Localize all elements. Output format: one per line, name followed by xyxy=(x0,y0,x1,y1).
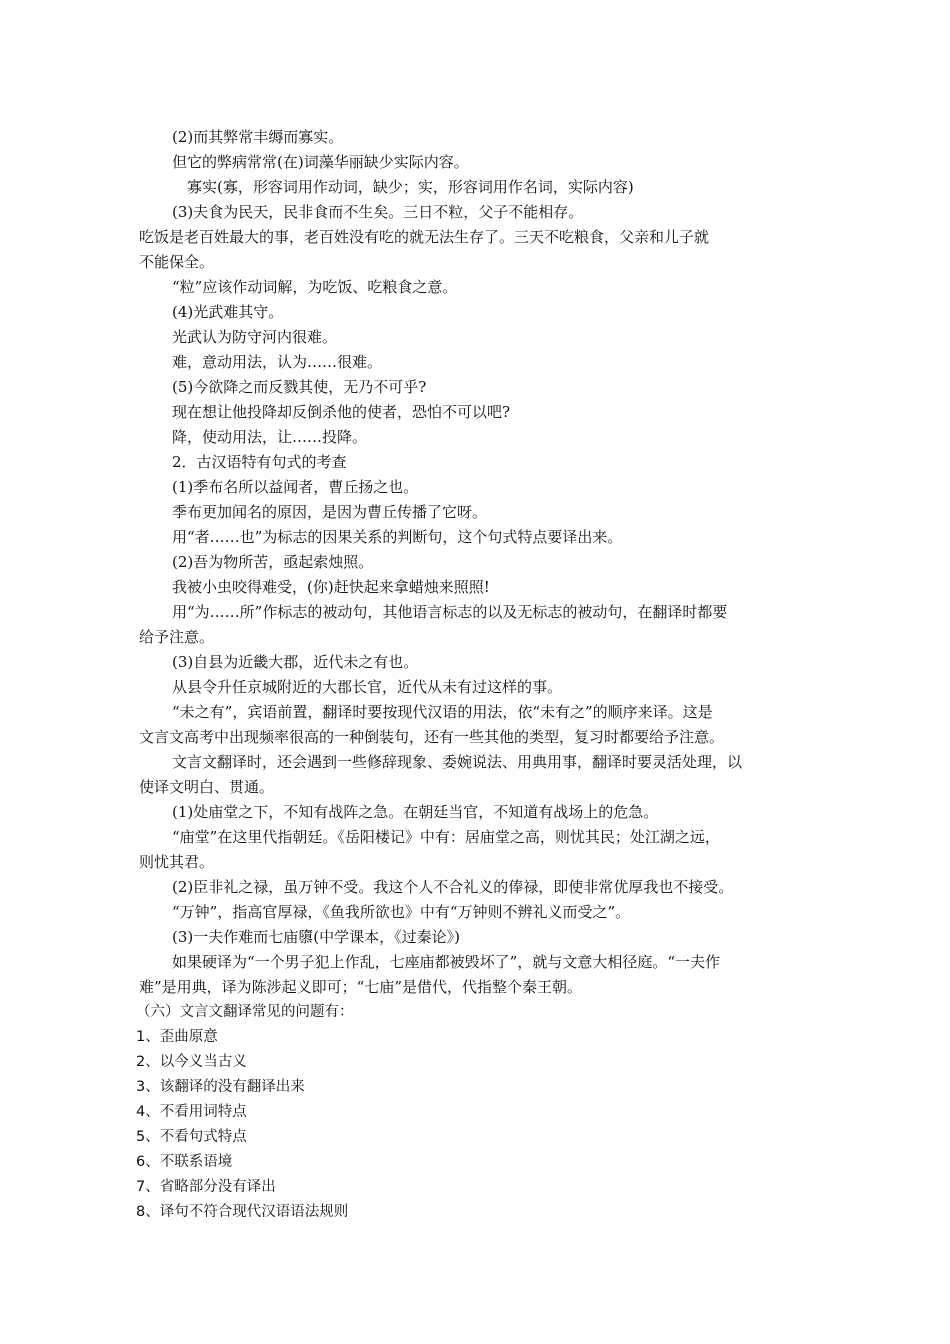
text-line: (4)光武难其守。 xyxy=(172,303,284,321)
text-line: 使译文明白、贯通。 xyxy=(139,778,275,796)
text-line: 我被小虫咬得难受，(你)赶快起来拿蜡烛来照照! xyxy=(172,578,490,596)
text-line: 但它的弊病常常(在)词藻华丽缺少实际内容。 xyxy=(172,153,469,171)
text-line: “庙堂”在这里代指朝廷。《岳阳楼记》中有：居庙堂之高，则忧其民；处江湖之远， xyxy=(172,828,720,846)
text-line: (3)自县为近畿大郡，近代未之有也。 xyxy=(172,653,419,671)
list-item: 1、歪曲原意 xyxy=(136,1029,218,1045)
text-line: 现在想让他投降却反倒杀他的使者，恐怕不可以吧? xyxy=(172,403,511,421)
text-line: (3)一夫作难而七庙隳(中学课本，《过秦论》) xyxy=(172,928,460,946)
text-line: 难”是用典，译为陈涉起义即可；“七庙”是借代，代指整个秦王朝。 xyxy=(139,978,583,996)
text-line: “粒”应该作动词解，为吃饭、吃粮食之意。 xyxy=(172,278,458,296)
text-line: 难，意动用法，认为……很难。 xyxy=(172,353,383,371)
section-heading: （六）文言文翻译常见的问题有： xyxy=(136,1004,354,1020)
list-item: 4、不看用词特点 xyxy=(136,1104,247,1120)
text-line: 不能保全。 xyxy=(139,253,215,271)
section-heading: 2．古汉语特有句式的考查 xyxy=(172,453,347,471)
text-line: 如果硬译为“一个男子犯上作乱，七座庙都被毁坏了”，就与文意大相径庭。“一夫作 xyxy=(172,953,721,971)
text-line: 文言文翻译时，还会遇到一些修辞现象、委婉说法、用典用事，翻译时要灵活处理，以 xyxy=(172,753,743,771)
text-line: 吃饭是老百姓最大的事，老百姓没有吃的就无法生存了。三天不吃粮食，父亲和儿子就 xyxy=(139,228,710,246)
list-item: 2、以今义当古义 xyxy=(136,1054,247,1070)
text-line: 文言文高考中出现频率很高的一种倒装句，还有一些其他的类型，复习时都要给予注意。 xyxy=(139,728,725,746)
text-line: 从县令升任京城附近的大郡长官，近代从未有过这样的事。 xyxy=(172,678,563,696)
text-line: 给予注意。 xyxy=(139,628,215,646)
text-line: (5)今欲降之而反戮其使，无乃不可乎? xyxy=(172,378,427,396)
text-line: 用“者……也”为标志的因果关系的判断句，这个句式特点要译出来。 xyxy=(172,528,623,546)
text-line: (1)处庙堂之下，不知有战阵之急。在朝廷当官，不知道有战场上的危急。 xyxy=(172,803,659,821)
text-line: (1)季布名所以益闻者，曹丘扬之也。 xyxy=(172,478,419,496)
text-line: 季布更加闻名的原因，是因为曹丘传播了它呀。 xyxy=(172,503,488,521)
list-item: 7、省略部分没有译出 xyxy=(136,1179,276,1195)
text-line: 降，使动用法，让……投降。 xyxy=(172,428,368,446)
text-line: (3)夫食为民天，民非食而不生矣。三日不粒，父子不能相存。 xyxy=(172,203,584,221)
text-line: (2)而其弊常丰缛而寡实。 xyxy=(172,128,344,146)
text-line: 用“为……所”作标志的被动句，其他语言标志的以及无标志的被动句，在翻译时都要 xyxy=(172,603,728,621)
text-line: 寡实(寡，形容词用作动词，缺少；实，形容词用作名词，实际内容) xyxy=(187,178,634,196)
list-item: 5、不看句式特点 xyxy=(136,1129,247,1145)
text-line: “未之有”，宾语前置，翻译时要按现代汉语的用法，依“未有之”的顺序来译。这是 xyxy=(172,703,713,721)
list-item: 8、译句不符合现代汉语语法规则 xyxy=(136,1204,349,1220)
text-line: (2)吾为物所苦，亟起索烛照。 xyxy=(172,553,374,571)
text-line: 光武认为防守河内很难。 xyxy=(172,328,338,346)
list-item: 3、该翻译的没有翻译出来 xyxy=(136,1079,305,1095)
text-line: (2)臣非礼之禄，虽万钟不受。我这个人不合礼义的俸禄，即使非常优厚我也不接受。 xyxy=(172,878,734,896)
list-item: 6、不联系语境 xyxy=(136,1154,233,1170)
text-line: “万钟”，指高官厚禄，《鱼我所欲也》中有“万钟则不辨礼义而受之”。 xyxy=(172,903,631,921)
text-line: 则忧其君。 xyxy=(139,853,215,871)
